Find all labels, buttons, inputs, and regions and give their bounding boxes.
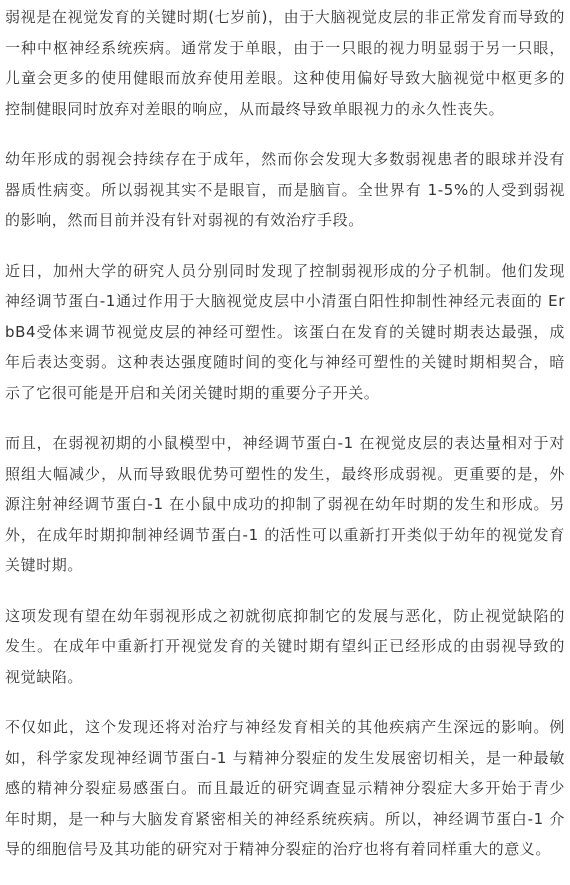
paragraph-mouse-model: 而且，在弱视初期的小鼠模型中，神经调节蛋白-1 在视觉皮层的表达量相对于对照组大幅减少，从而导致眼优势可塑性的发生，最终形成弱视。更重要的是，外源注射神经调节蛋白-1 在小鼠中成功的抑制了弱视在幼年时期的发生和形成。另外，在成年时期抑制神经调节蛋白-1 的活性可以重新打开类似于幼年的视觉发育关键时期。	[5, 434, 565, 574]
paragraph-amblyopia-definition: 弱视是在视觉发育的关键时期(七岁前)，由于大脑视觉皮层的非正常发育而导致的一种中枢神经系统疾病。通常发于单眼，由于一只眼的视力明显弱于另一只眼，儿童会更多的使用健眼而放弃使用差眼。这种使用偏好导致大脑视觉中枢更多的控制健眼同时放弃对差眼的响应，从而最终导致单眼视力的永久性丧失。	[5, 8, 565, 118]
paragraph-molecular-mechanism: 近日，加州大学的研究人员分别同时发现了控制弱视形成的分子机制。他们发现神经调节蛋白-1通过作用于大脑视觉皮层中小清蛋白阳性抑制性神经元表面的 ErbB4受体来调节视觉皮层的神经可塑性。该蛋白在发育的关键时期表达最强，成年后表达变弱。这种表达强度随时间的变化与神经可塑性的关键时期相契合，暗示了它很可能是开启和关闭关键时期的重要分子开关。	[5, 261, 565, 402]
article-body	[5, 2, 565, 885]
paragraph-treatment-hope: 这项发现有望在幼年弱视形成之初就彻底抑制它的发展与恶化，防止视觉缺陷的发生。在成年中重新打开视觉发育的关键时期有望纠正已经形成的由弱视导致的视觉缺陷。	[5, 606, 565, 686]
paragraph-schizophrenia-impact: 不仅如此，这个发现还将对治疗与神经发育相关的其他疾病产生深远的影响。例如，科学家发现神经调节蛋白-1 与精神分裂症的发生发展密切相关，是一种最敏感的精神分裂症易感蛋白。而且最近的研究调查显示精神分裂症大多开始于青少年时期，是一种与大脑发育紧密相关的神经系统疾病。所以，神经调节蛋白-1 介导的细胞信号及其功能的研究对于精神分裂症的治疗也将有着同样重大的意义。	[5, 718, 565, 858]
paragraph-brain-blindness: 幼年形成的弱视会持续存在于成年，然而你会发现大多数弱视患者的眼球并没有器质性病变。所以弱视其实不是眼盲，而是脑盲。全世界有 1-5%的人受到弱视的影响，然而目前并没有针对弱视的有效治疗手段。	[5, 150, 565, 229]
